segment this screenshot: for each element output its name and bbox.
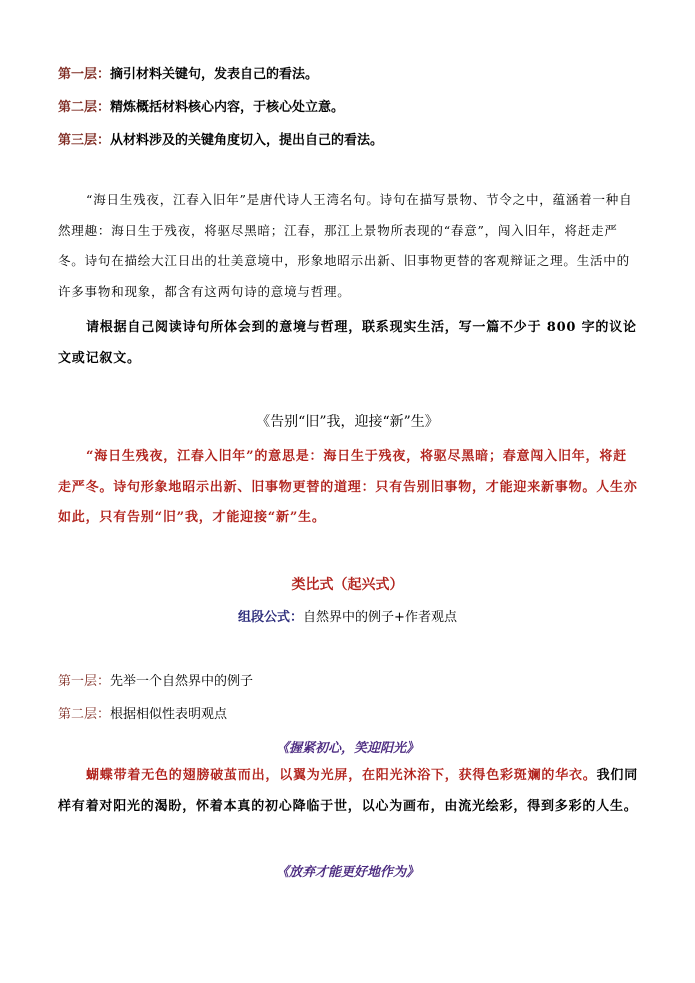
section-heading: 类比式（起兴式）	[291, 577, 404, 593]
layer-text: 精炼概括材料核心内容，于核心处立意。	[110, 100, 345, 115]
layer-item-b2	[58, 703, 227, 722]
layer-text: 根据相似性表明观点	[110, 707, 228, 722]
layer-item-3	[58, 129, 383, 148]
layer-item-b1	[58, 670, 253, 689]
layer-item-2	[58, 96, 344, 115]
layer-label: 第一层：	[58, 67, 111, 82]
example2-title: 《握紧初心，笑迎阳光》	[275, 741, 419, 756]
layer-label: 第三层：	[58, 133, 111, 148]
layer-label: 第二层：	[58, 100, 111, 115]
layer-text: 先举一个自然界中的例子	[110, 674, 254, 689]
layer-label: 第一层：	[58, 674, 111, 689]
layer-text: 摘引材料关键句，发表自己的看法。	[110, 67, 319, 82]
formula-line	[0, 606, 695, 625]
example2-body-black: 我们同样有着对阳光的渴盼，怀着本真的初心降临于世，以心为画布，由流光绘彩，得到多彩的人生。	[58, 768, 639, 814]
example1-title: 《告别“旧”我，迎接“新”生》	[256, 414, 439, 430]
formula-label: 组段公式：	[238, 610, 304, 625]
prompt-material: “海日生残夜，江春入旧年”是唐代诗人王湾名句。诗句在描写景物、节令之中，蕴涵着一种自然理趣：海日生于残夜，将驱尽黑暗；江春，那江上景物所表现的“春意”，闯入旧年，将赶走严冬。诗句在描绘大江日出的壮美意境中，形象地昭示出新、旧事物更替的客观辩证之理。生活中的许多事物和现象，都含有这两句诗的意境与哲理。	[58, 192, 633, 299]
layer-label: 第二层：	[58, 707, 111, 722]
prompt-task: 请根据自己阅读诗句所体会到的意境与哲理，联系现实生活，写一篇不少于 800 字的议论文或记叙文。	[58, 320, 637, 366]
example1-body	[58, 442, 638, 534]
layer-item-1	[58, 63, 318, 82]
example1-body-text: “海日生残夜，江春入旧年”的意思是：海日生于残夜，将驱尽黑暗；春意闯入旧年，将赶走严冬。诗句形象地昭示出新、旧事物更替的道理：只有告别旧事物，才能迎来新事物。人生亦如此，只有告别“旧”我，才能迎接“新”生。	[58, 449, 638, 525]
example2-body	[58, 761, 638, 822]
example2-body-red: 蝴蝶带着无色的翅膀破茧而出，以翼为光屏，在阳光沐浴下，获得色彩斑斓的华衣。	[86, 768, 597, 783]
example3-title: 《放弃才能更好地作为》	[275, 865, 419, 880]
layer-text: 从材料涉及的关键角度切入，提出自己的看法。	[110, 133, 384, 148]
formula-text: 自然界中的例子+作者观点	[303, 610, 457, 625]
